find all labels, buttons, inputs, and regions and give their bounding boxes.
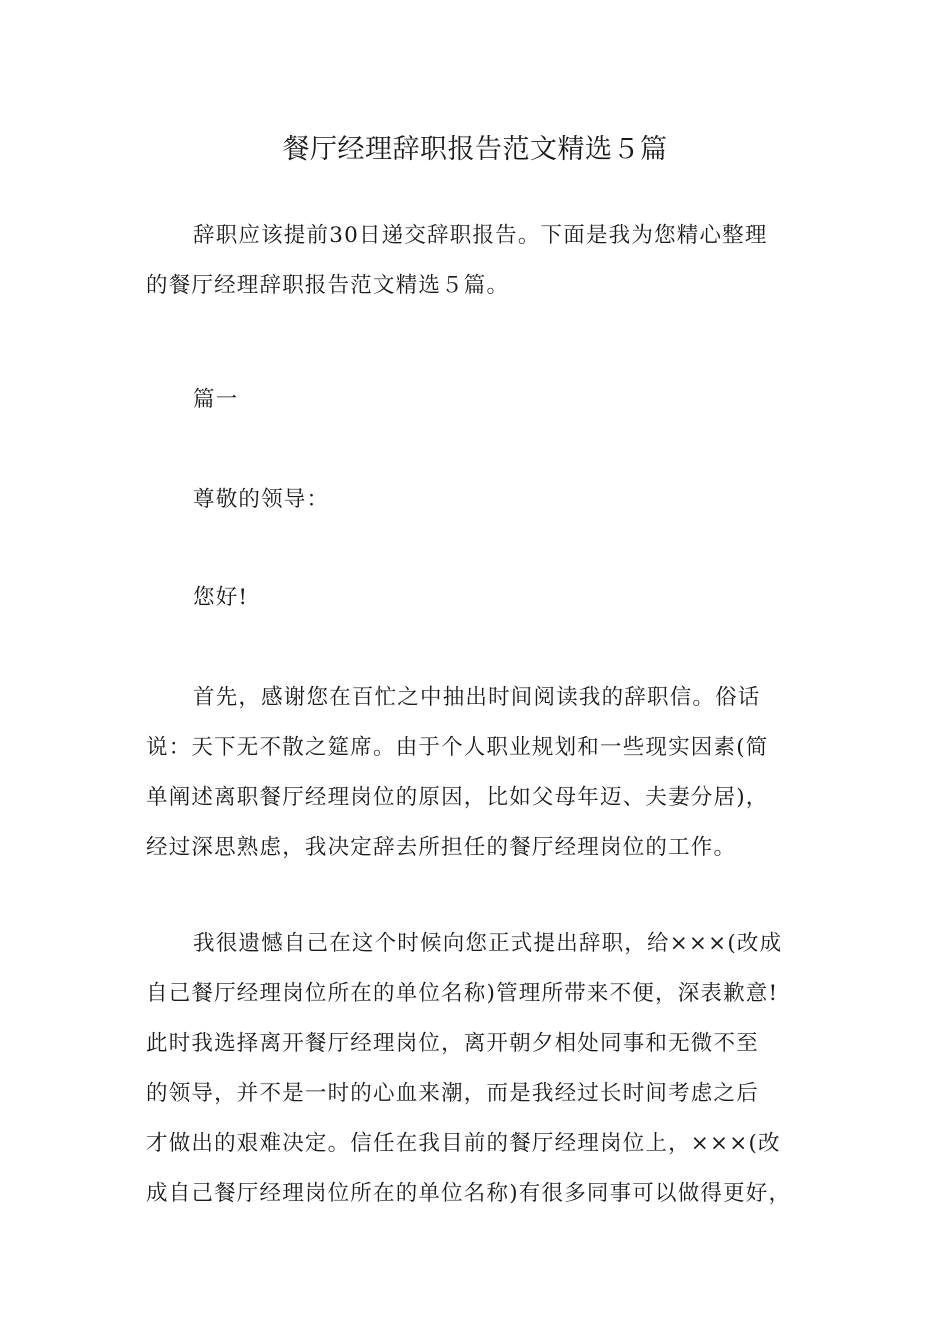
body-paragraph-1 xyxy=(146,673,826,873)
paragraph-line: 成自己餐厅经理岗位所在的单位名称)有很多同事可以做得更好， xyxy=(146,1181,792,1206)
document-title: 餐厅经理辞职报告范文精选５篇 xyxy=(282,134,668,165)
paragraph-line: 经过深思熟虑，我决定辞去所担任的餐厅经理岗位的工作。 xyxy=(146,835,737,860)
paragraph-line: 此时我选择离开餐厅经理岗位，离开朝夕相处同事和无微不至 xyxy=(146,1031,759,1056)
intro-line: 的餐厅经理辞职报告范文精选５篇。 xyxy=(146,273,510,298)
paragraph-line: 我很遗憾自己在这个时候向您正式提出辞职，给×××(改成 xyxy=(193,931,783,956)
paragraph-line: 首先，感谢您在百忙之中抽出时间阅读我的辞职信。俗话 xyxy=(193,685,761,710)
paragraph-line: 自己餐厅经理岗位所在的单位名称)管理所带来不便，深表歉意! xyxy=(146,981,779,1006)
salutation xyxy=(146,475,826,525)
section-heading xyxy=(146,375,826,425)
intro-paragraph xyxy=(146,211,826,311)
paragraph-line: 才做出的艰难决定。信任在我目前的餐厅经理岗位上，×××(改 xyxy=(146,1131,781,1156)
greeting-text: 您好! xyxy=(193,585,249,610)
salutation-text: 尊敬的领导： xyxy=(193,487,330,512)
paragraph-line: 的领导，并不是一时的心血来潮，而是我经过长时间考虑之后 xyxy=(146,1081,759,1106)
body-paragraph-2 xyxy=(146,919,826,1219)
section-heading-text: 篇一 xyxy=(193,387,239,412)
paragraph-line: 单阐述离职餐厅经理岗位的原因，比如父母年迈、夫妻分居)， xyxy=(146,785,769,810)
intro-line: 辞职应该提前30日递交辞职报告。下面是我为您精心整理 xyxy=(193,223,768,248)
paragraph-line: 说：天下无不散之筵席。由于个人职业规划和一些现实因素(简 xyxy=(146,735,769,760)
greeting xyxy=(146,573,826,623)
